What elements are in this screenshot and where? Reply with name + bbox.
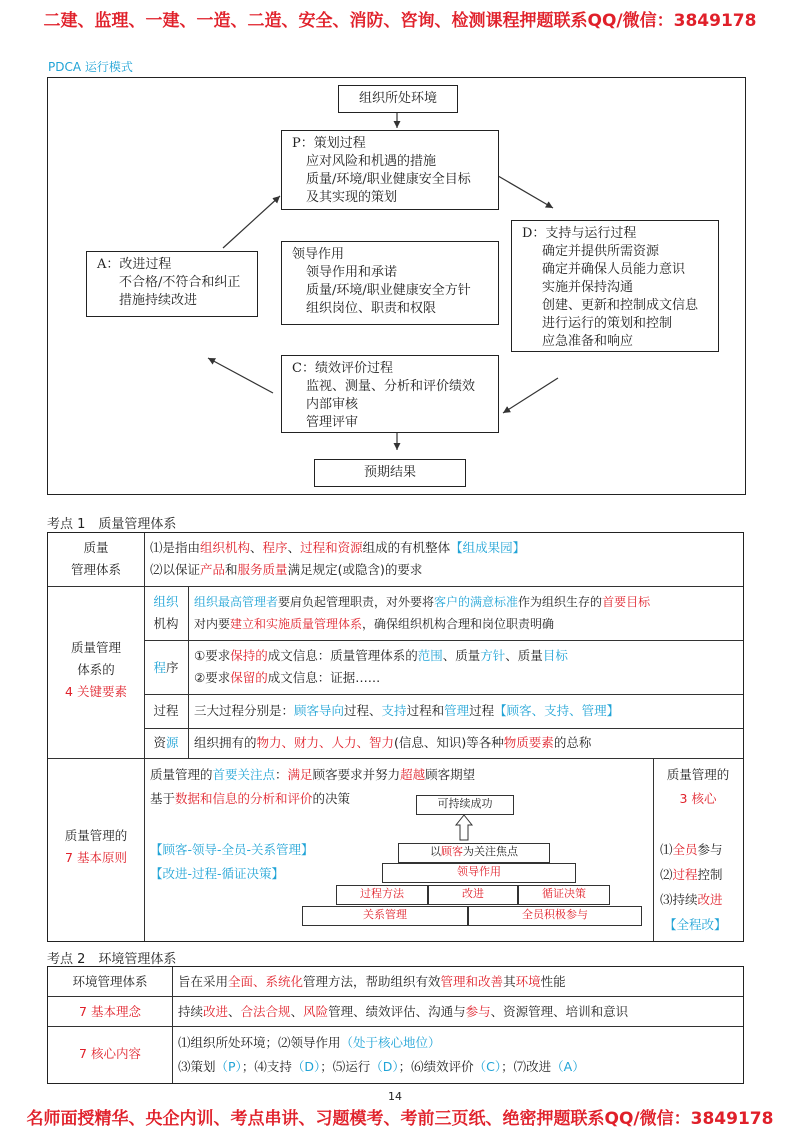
pyramid-relationship: 关系管理 [302, 906, 468, 926]
top-banner: 二建、监理、一建、一造、二造、安全、消防、咨询、检测课程押题联系QQ/微信：3849178 [43, 11, 757, 31]
procedure-content: ①要求保持的成文信息：质量管理体系的范围、质量方针、质量目标 ②要求保留的成文信息：证据…… [194, 648, 568, 685]
qms-definition: ⑴是指由组织机构、程序、过程和资源组成的有机整体【组成果园】 ⑵以保证产品和服务质量满足规定(或隐含)的要求 [150, 540, 526, 577]
ems-principles-label: 7 基本理念 [79, 1004, 141, 1019]
expected-result-box: 预期结果 [314, 459, 466, 487]
pyramid-engagement: 全员积极参与 [468, 906, 642, 926]
principles-label: 质量管理的 7 基本原则 [64, 828, 128, 865]
pyramid-level-1: 以顾客为关注焦点 [398, 843, 550, 863]
process-content: 三大过程分别是：顾客导向过程、支持过程和管理过程【顾客、支持、管理】 [194, 703, 620, 718]
resource-label: 资源 [153, 735, 179, 750]
ems-definition: 旨在采用全面、系统化管理方法，帮助组织有效管理和改善其环境性能 [178, 974, 566, 989]
arrow-c-to-a [208, 358, 273, 393]
ems-core-content: ⑴组织所处环境；⑵领导作用（处于核心地位） ⑶策划（P）；⑷支持（D）；⑸运行（D）；⑹绩效评价（C）；⑺改进（A） [178, 1035, 585, 1074]
c-box: C：绩效评价过程 监视、测量、分析和评价绩效 内部审核 管理评审 [281, 355, 499, 433]
pyramid-top: 可持续成功 [416, 795, 514, 815]
kp1-title: 考点 1 质量管理体系 [47, 517, 177, 532]
procedure-label: 程序 [153, 660, 179, 675]
pyramid-level-2: 领导作用 [382, 863, 576, 883]
bottom-banner: 名师面授精华、央企内训、考点串讲、习题模考、考前三页纸、绝密押题联系QQ/微信：3849178 [26, 1109, 774, 1129]
principles-text: 质量管理的首要关注点：满足顾客要求并努力超越顾客期望 基于数据和信息的分析和评价的决策 [150, 767, 476, 806]
page-number: 14 [388, 1090, 402, 1103]
mnemonic-2: 【改进-过程-循证决策】 [150, 866, 285, 881]
pyramid-improve: 改进 [428, 885, 518, 905]
arrow-p-to-d [493, 173, 553, 208]
arrow-a-to-p [223, 196, 280, 248]
a-box: A：改进过程 不合格/不符合和纠正 措施持续改进 [86, 251, 258, 317]
kp2-title: 考点 2 环境管理体系 [47, 952, 177, 967]
pyramid-process: 过程方法 [336, 885, 428, 905]
org-env-box: 组织所处环境 [338, 85, 458, 113]
org-label: 组织 机构 [153, 594, 179, 631]
kp2-table [47, 966, 744, 1084]
qms-label: 质量 管理体系 [70, 540, 121, 577]
arrow-d-to-c [503, 378, 558, 413]
pdca-diagram [47, 77, 746, 495]
mnemonic-1: 【顾客-领导-全员-关系管理】 [150, 842, 314, 857]
org-content: 组织最高管理者要肩负起管理职责，对外要将客户的满意标准作为组织生存的首要目标 对内要建立和实施质量管理体系，确保组织机构合理和岗位职责明确 [194, 595, 651, 631]
core-label: 质量管理的 3 核心 [666, 767, 730, 806]
key-elements-label: 质量管理 体系的 4 关键要素 [65, 640, 127, 699]
kp1-table [47, 532, 744, 942]
leadership-box: 领导作用 领导作用和承诺 质量/环境/职业健康安全方针 组织岗位、职责和权限 [281, 241, 499, 325]
p-box: P：策划过程 应对风险和机遇的措施 质量/环境/职业健康安全目标 及其实现的策划 [281, 130, 499, 210]
resource-content: 组织拥有的物力、财力、人力、智力(信息、知识)等各种物质要素的总称 [194, 735, 592, 750]
ems-label: 环境管理体系 [72, 974, 148, 989]
pdca-title: PDCA 运行模式 [48, 60, 133, 74]
pyramid-evidence: 循证决策 [518, 885, 610, 905]
process-label: 过程 [153, 703, 179, 718]
ems-principles: 持续改进、合法合规、风险管理、绩效评估、沟通与参与、资源管理、培训和意识 [178, 1004, 629, 1019]
ems-core-label: 7 核心内容 [79, 1046, 141, 1061]
core-list: ⑴全员参与 ⑵过程控制 ⑶持续改进 【全程改】 [660, 842, 727, 932]
up-arrow-icon [454, 813, 474, 841]
d-box: D：支持与运行过程 确定并提供所需资源 确定并确保人员能力意识 实施并保持沟通 创建、更新和控制成文信息 进行运行的策划和控制 应急准备和响应 [511, 220, 719, 352]
